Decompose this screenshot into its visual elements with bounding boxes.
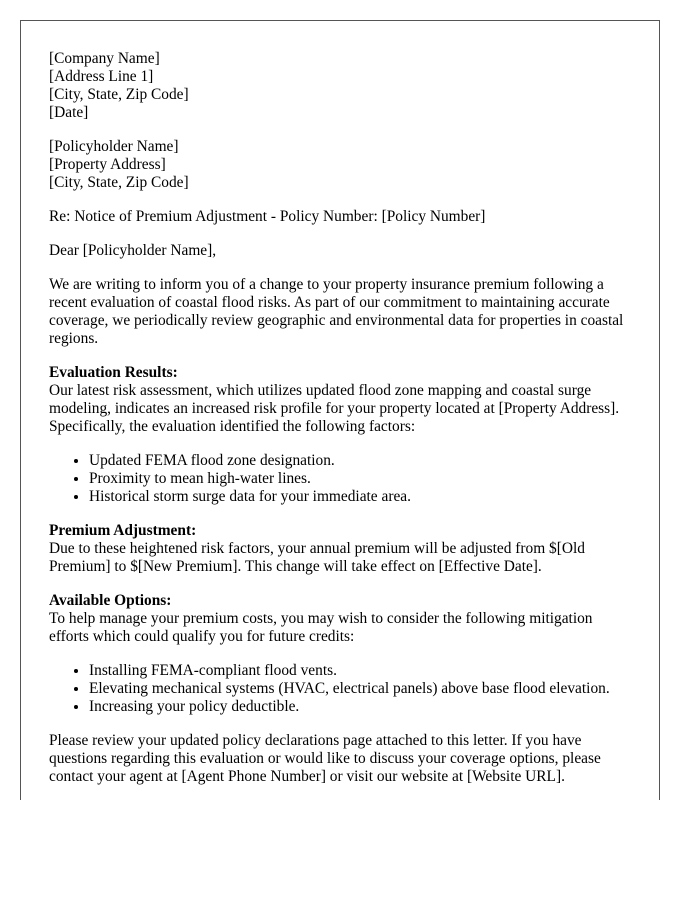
closing-paragraph: Please review your updated policy declarations page attached to this letter. If you have questions regarding this evaluation or would like to discuss your coverage options, please contact your agent at [Agent Phone Number] or visit our website at [Website URL].	[49, 732, 601, 785]
mitigation-options-list	[49, 662, 631, 716]
letter-date: [Date]	[49, 104, 89, 121]
subject-line: Re: Notice of Premium Adjustment - Policy Number: [Policy Number]	[49, 208, 486, 225]
list-item: • Updated FEMA flood zone designation.	[89, 452, 631, 470]
recipient-city-state-zip: [City, State, Zip Code]	[49, 174, 189, 191]
salutation: Dear [Policyholder Name],	[49, 242, 217, 259]
letter-page	[20, 20, 660, 800]
list-item: • Proximity to mean high-water lines.	[89, 470, 631, 488]
sender-block	[49, 50, 631, 122]
evaluation-factors-list	[49, 452, 631, 506]
company-name: [Company Name]	[49, 50, 160, 67]
premium-heading: Premium Adjustment:	[49, 522, 197, 539]
intro-paragraph: We are writing to inform you of a change to your property insurance premium following a recent evaluation of coastal flood risks. As part of our commitment to maintaining accurate coverage, we periodically review geographic and environmental data for properties in coastal regions.	[49, 276, 624, 347]
evaluation-section	[49, 364, 631, 436]
premium-section	[49, 522, 631, 576]
options-section	[49, 592, 631, 646]
sender-address-line-1: [Address Line 1]	[49, 68, 154, 85]
options-heading: Available Options:	[49, 592, 172, 609]
list-item: • Increasing your policy deductible.	[89, 698, 631, 716]
list-item: • Historical storm surge data for your immediate area.	[89, 488, 631, 506]
options-text: To help manage your premium costs, you may wish to consider the following mitigation efforts which could qualify you for future credits:	[49, 610, 593, 645]
list-item: • Elevating mechanical systems (HVAC, electrical panels) above base flood elevation.	[89, 680, 631, 698]
list-item: • Installing FEMA-compliant flood vents.	[89, 662, 631, 680]
property-address: [Property Address]	[49, 156, 166, 173]
policyholder-name: [Policyholder Name]	[49, 138, 179, 155]
recipient-block	[49, 138, 631, 192]
premium-text: Due to these heightened risk factors, your annual premium will be adjusted from $[Old Premium] to $[New Premium]. This change will take effect on [Effective Date].	[49, 540, 585, 575]
sender-city-state-zip: [City, State, Zip Code]	[49, 86, 189, 103]
evaluation-text: Our latest risk assessment, which utilizes updated flood zone mapping and coastal surge modeling, indicates an increased risk profile for your property located at [Property Address]. Specifically, the evaluation identified the following factors:	[49, 382, 620, 435]
evaluation-heading: Evaluation Results:	[49, 364, 178, 381]
